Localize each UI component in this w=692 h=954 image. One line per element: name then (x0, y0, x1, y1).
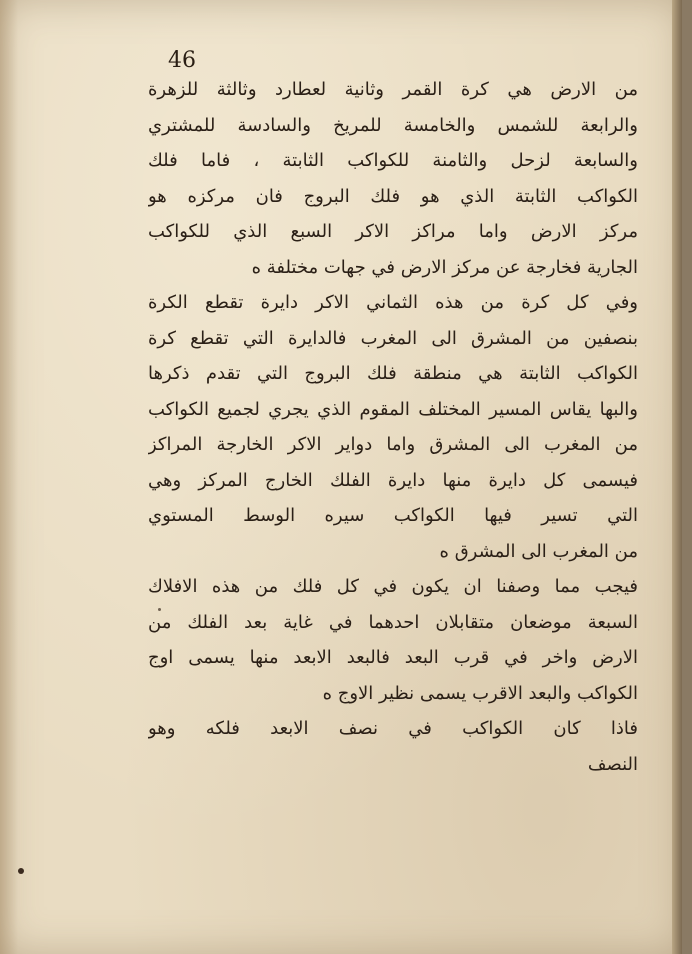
page-edge (672, 0, 682, 954)
text-block (148, 72, 638, 782)
page-number: 46 (168, 48, 196, 73)
text-line: فيجب مما وصفنا ان يكون في كل فلك من هذه الافلاك (148, 576, 638, 597)
text-line: الارض واخر في قرب البعد فالبعد الابعد منها يسمى اوج (148, 647, 638, 668)
text-line: الكواكب والبعد الاقرب يسمى نظير الاوج ه (322, 682, 638, 704)
text-line: التي تسير فيها الكواكب سيره الوسط المستوي (148, 505, 638, 526)
text-line: السبعة موضعان متقابلان احدهما في غاية بعد الفلك من (148, 611, 638, 633)
ink-spot (18, 868, 24, 874)
text-line: النصف (587, 753, 638, 775)
text-line: الكواكب الثابتة هي منطقة فلك البروج التي تقدم ذكرها (148, 363, 638, 384)
text-line: والرابعة للشمس والخامسة للمريخ والسادسة للمشتري (148, 114, 638, 136)
text-line: مركز الارض واما مراكز الاكر السبع الذي للكواكب (148, 221, 638, 242)
text-line: من المغرب الى المشرق ه (439, 540, 638, 562)
text-line: والبها يقاس المسير المختلف المقوم الذي يجري لجميع الكواكب (148, 398, 638, 420)
text-line: من المغرب الى المشرق واما دواير الاكر الخارجة المراكز (148, 434, 638, 455)
ink-spot (158, 608, 161, 611)
text-line: من الارض هي كرة القمر وثانية لعطارد وثالثة للزهرة (148, 79, 638, 100)
text-line: فيسمى كل دايرة منها دايرة الفلك الخارج المركز وهي (148, 469, 638, 491)
text-line: الجارية فخارجة عن مركز الارض في جهات مختلفة ه (251, 256, 638, 278)
binding-shadow (0, 0, 18, 954)
text-line: الكواكب الثابتة الذي هو فلك البروج فان مركزه هو (148, 185, 638, 207)
text-line: بنصفين من المشرق الى المغرب فالدايرة التي تقطع كرة (148, 327, 638, 349)
text-line: والسابعة لزحل والثامنة للكواكب الثابتة ، فاما فلك (148, 150, 638, 171)
text-line: وفي كل كرة من هذه الثماني الاكر دايرة تقطع الكرة (148, 292, 638, 313)
text-line: فاذا كان الكواكب في نصف الابعد فلكه وهو (148, 718, 638, 739)
